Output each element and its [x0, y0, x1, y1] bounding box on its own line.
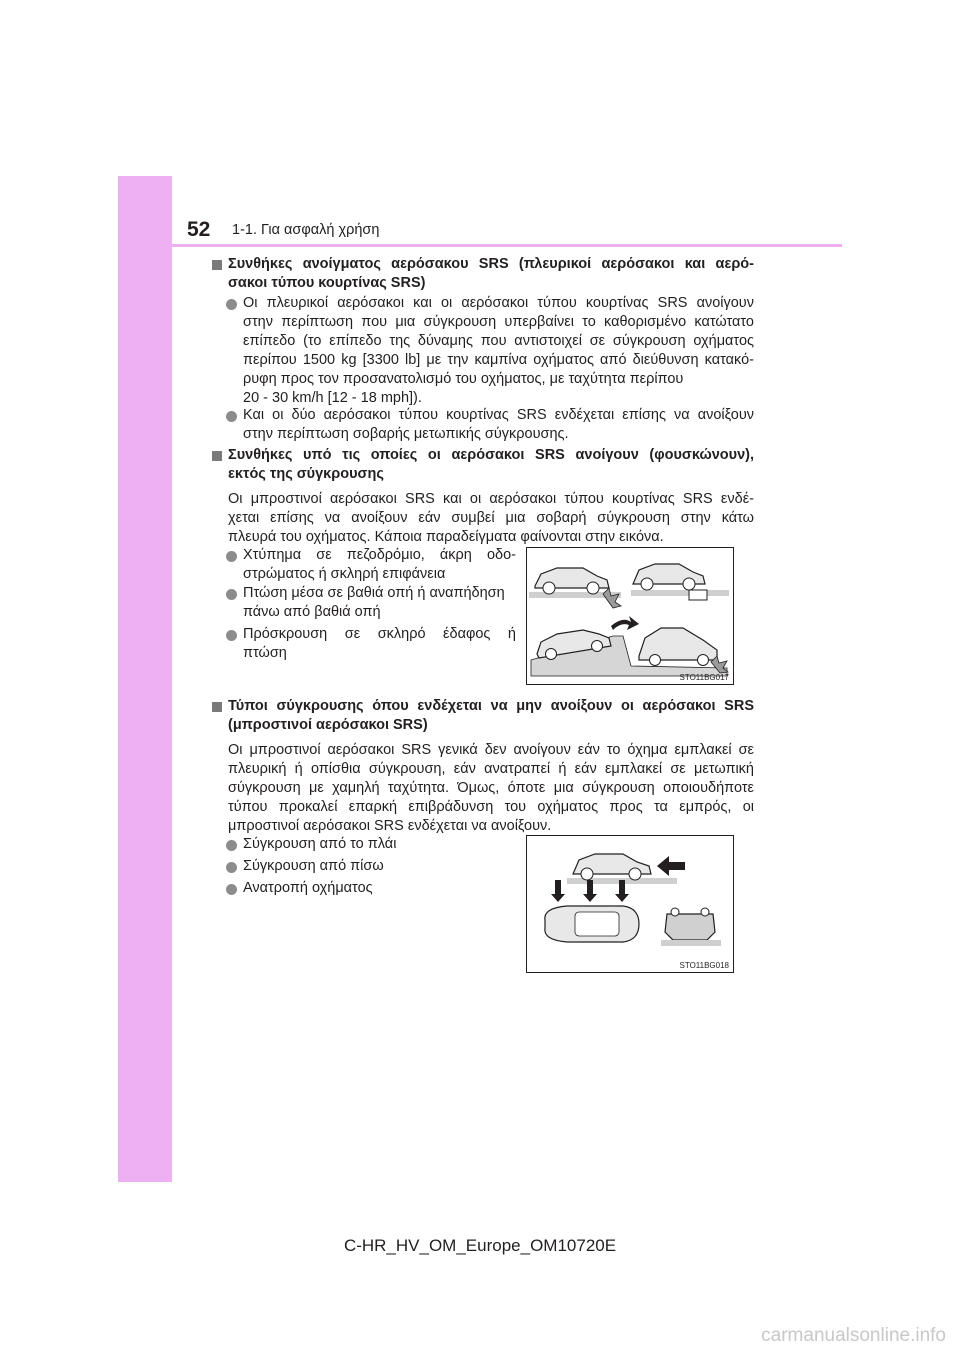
section-marker-icon	[212, 702, 222, 712]
text-line: Οι πλευρικοί αερόσακοι και οι αερόσακοι τύπου κουρτίνας SRS ανοίγουν	[243, 295, 754, 311]
title-line: Συνθήκες υπό τις οποίες οι αερόσακοι SRS ανοίγουν (φουσκώνουν),	[228, 447, 754, 463]
text-line: μπροστινοί αερόσακοι SRS ενδέχεται να ανοίξουν.	[228, 818, 552, 834]
car-icon	[633, 564, 705, 590]
text-line: χεται επίσης να ανοίξουν εάν συμβεί μια σοβαρή σύγκρουση στην κάτω	[228, 510, 754, 526]
text-line: σύγκρουση με χαμηλή ταχύτητα. Όμως, όποτε μια σύγκρουση οποιουδήποτε	[228, 780, 754, 796]
section-3-bullet-3	[243, 879, 503, 898]
text-line: Και οι δύο αερόσακοι τύπου κουρτίνας SRS ενδέχεται επίσης να ανοίξουν	[243, 407, 754, 423]
title-line: Συνθήκες ανοίγματος αερόσακου SRS (πλευρικοί αερόσακοι και αερό-	[228, 256, 754, 272]
section-2-bullet-1	[243, 546, 516, 584]
text-line: Σύγκρουση από πίσω	[243, 858, 384, 874]
road-surface-shape	[661, 940, 721, 946]
title-line: Τύποι σύγκρουσης όπου ενδέχεται να μην ανοίξουν οι αερόσακοι SRS	[228, 698, 754, 714]
section-marker-icon	[212, 260, 222, 270]
title-line: (μπροστινοί αερόσακοι SRS)	[228, 717, 428, 733]
text-line: πτώση	[243, 645, 287, 661]
bullet-icon	[226, 884, 237, 895]
side-impact-arrow-icon	[551, 880, 565, 902]
text-line: πλευρά του οχήματος. Κάποια παραδείγματα φαίνονται στην εικόνα.	[228, 529, 664, 545]
text-line: Οι μπροστινοί αερόσακοι SRS γενικά δεν ανοίγουν εάν το όχημα εμπλακεί σε	[228, 742, 754, 758]
text-line: στην περίπτωση σοβαρής μετωπικής σύγκρουσης.	[243, 426, 569, 442]
figure-side-rear-rollover	[526, 835, 734, 973]
section-1-bullet-1	[243, 294, 754, 408]
title-line: σακοι τύπου κουρτίνας SRS)	[228, 275, 426, 291]
text-line: στρώματος ή σκληρή επιφάνεια	[243, 566, 446, 582]
figure-code: STO11BG018	[679, 961, 729, 970]
chapter-title: 1-1. Για ασφαλή χρήση	[232, 222, 380, 238]
section-3-title	[228, 697, 754, 735]
text-line: επίπεδο (το επίπεδο της δύναμης που αντιστοιχεί σε σύγκρουση οχήματος	[243, 333, 754, 349]
section-3-body	[228, 741, 754, 836]
figure-illustration	[527, 836, 733, 972]
overturned-car-icon	[665, 908, 715, 940]
text-line: Ανατροπή οχήματος	[243, 880, 373, 896]
text-line: Χτύπημα σε πεζοδρόμιο, άκρη οδο-	[243, 547, 516, 563]
document-id: C-HR_HV_OM_Europe_OM10720E	[343, 1236, 617, 1255]
section-2-body	[228, 490, 754, 547]
chapter-sidebar-tab	[118, 176, 172, 1182]
section-2-bullet-3	[243, 625, 516, 663]
section-1-title	[228, 255, 754, 293]
section-1-bullet-2	[243, 406, 754, 444]
text-line: πλευρική ή οπίσθια σύγκρουση, εάν ανατραπεί ή εάν εμπλακεί σε μετωπική	[228, 761, 754, 777]
watermark: carmanualsonline.info	[761, 1325, 946, 1346]
bullet-icon	[226, 862, 237, 873]
text-line: 20 - 30 km/h [12 - 18 mph]).	[243, 390, 422, 406]
car-icon	[639, 628, 717, 666]
bullet-icon	[226, 840, 237, 851]
bullet-icon	[226, 411, 237, 422]
page-number: 52	[187, 218, 211, 241]
section-2-title	[228, 446, 754, 484]
car-top-view-icon	[545, 906, 639, 942]
text-line: ρυφη προς τον προσανατολισμό του οχήματος, με ταχύτητα περίπου	[243, 371, 684, 387]
section-marker-icon	[212, 451, 222, 461]
bullet-icon	[226, 299, 237, 310]
section-3-bullet-2	[243, 857, 503, 876]
car-icon	[573, 854, 651, 880]
figure-illustration	[527, 548, 733, 684]
text-line: τύπου προκαλεί επαρκή επιβράδυνση του οχήματος προς τα εμπρός, οι	[228, 799, 754, 815]
text-line: περίπου 1500 kg [3300 lb] με την καμπίνα οχήματος από διεύθυνση κατακό-	[243, 352, 754, 368]
header-divider	[172, 244, 842, 247]
text-line: Σύγκρουση από το πλάι	[243, 836, 397, 852]
bullet-icon	[226, 551, 237, 562]
road-surface-shape	[631, 590, 729, 596]
car-icon	[535, 568, 609, 594]
section-3-bullet-1	[243, 835, 503, 854]
section-2-bullet-2	[243, 584, 516, 622]
figure-code: STO11BG017	[679, 673, 729, 682]
bullet-icon	[226, 589, 237, 600]
rear-impact-arrow-icon	[657, 856, 685, 876]
text-line: στην περίπτωση που μια σύγκρουση υπερβαίνει το καθορισμένο κατώτατο	[243, 314, 754, 330]
text-line: Πρόσκρουση σε σκληρό έδαφος ή	[243, 626, 516, 642]
bullet-icon	[226, 630, 237, 641]
figure-curb-pothole-impact	[526, 547, 734, 685]
motion-arrow-icon	[611, 616, 639, 630]
curb-step-shape	[689, 590, 707, 600]
text-line: πάνω από βαθιά οπή	[243, 604, 381, 620]
title-line: εκτός της σύγκρουσης	[228, 466, 384, 482]
text-line: Πτώση μέσα σε βαθιά οπή ή αναπήδηση	[243, 585, 505, 601]
text-line: Οι μπροστινοί αερόσακοι SRS και οι αερόσακοι τύπου κουρτίνας SRS ενδέ-	[228, 491, 754, 507]
